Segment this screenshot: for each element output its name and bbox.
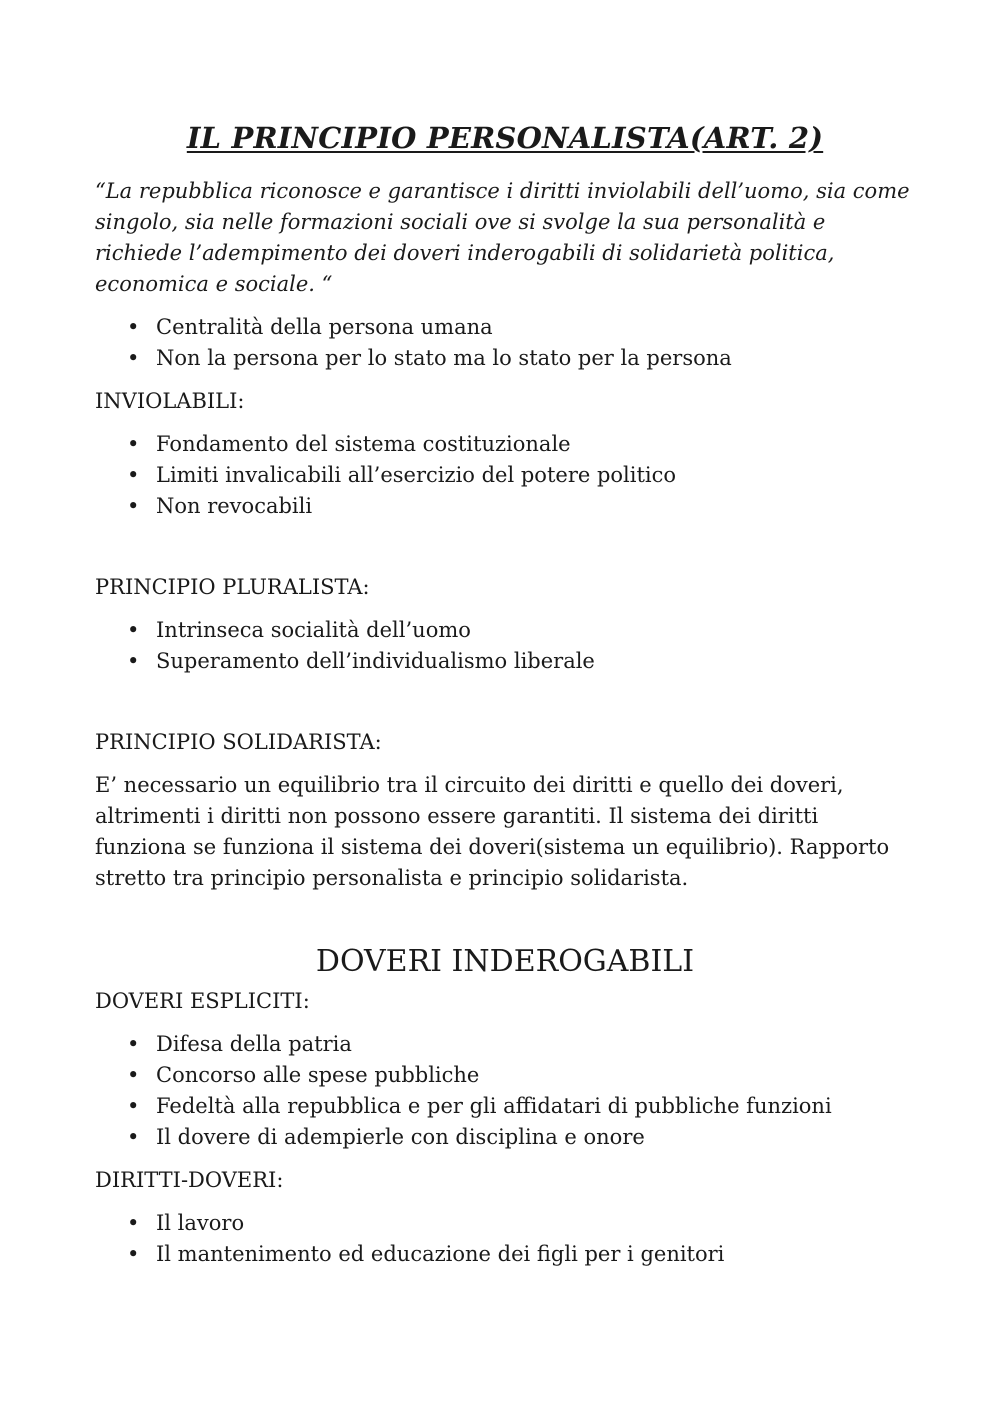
list-item: • Fondamento del sistema costituzionale xyxy=(95,429,915,460)
solidarista-paragraph: E’ necessario un equilibrio tra il circuito dei diritti e quello dei doveri, altrimenti i diritti non possono essere garantiti. Il sistema dei diritti funziona se funziona il sistema dei doveri(sistema un equilibrio). Rapporto stretto tra principio personalista e principio solidarista. xyxy=(95,773,890,890)
document-content xyxy=(95,118,915,1282)
inviolabili-heading: INVIOLABILI: xyxy=(95,389,245,413)
intro-bullet-list xyxy=(95,312,915,374)
list-item: • Non la persona per lo stato ma lo stato per la persona xyxy=(95,343,915,374)
page-title: IL PRINCIPIO PERSONALISTA(ART. 2) xyxy=(186,121,824,155)
list-item: • Il mantenimento ed educazione dei figli per i genitori xyxy=(95,1239,915,1270)
pluralista-heading: PRINCIPIO PLURALISTA: xyxy=(95,575,370,599)
list-item: • Il lavoro xyxy=(95,1208,915,1239)
solidarista-heading: PRINCIPIO SOLIDARISTA: xyxy=(95,730,382,754)
list-item: • Il dovere di adempierle con disciplina e onore xyxy=(95,1122,915,1153)
list-item: • Intrinseca socialità dell’uomo xyxy=(95,615,915,646)
inviolabili-list xyxy=(95,429,915,522)
doveri-espliciti-heading: DOVERI ESPLICITI: xyxy=(95,989,310,1013)
article-quote: “La repubblica riconosce e garantisce i diritti inviolabili dell’uomo, sia come singolo, sia nelle formazioni sociali ove si svolge la sua personalità e richiede l’adempimento dei doveri inderogabili di solidarietà politica, economica e sociale. “ xyxy=(95,179,910,296)
spacer xyxy=(95,894,915,942)
spacer xyxy=(95,534,915,572)
list-item: • Difesa della patria xyxy=(95,1029,915,1060)
diritti-doveri-heading: DIRITTI-DOVERI: xyxy=(95,1168,284,1192)
pluralista-list xyxy=(95,615,915,677)
spacer xyxy=(95,689,915,727)
list-item: • Non revocabili xyxy=(95,491,915,522)
section-title: DOVERI INDEROGABILI xyxy=(315,944,695,979)
list-item: • Concorso alle spese pubbliche xyxy=(95,1060,915,1091)
diritti-doveri-list xyxy=(95,1208,915,1270)
list-item: • Limiti invalicabili all’esercizio del potere politico xyxy=(95,460,915,491)
list-item: • Superamento dell’individualismo liberale xyxy=(95,646,915,677)
doveri-espliciti-list xyxy=(95,1029,915,1153)
list-item: • Centralità della persona umana xyxy=(95,312,915,343)
list-item: • Fedeltà alla repubblica e per gli affidatari di pubbliche funzioni xyxy=(95,1091,915,1122)
